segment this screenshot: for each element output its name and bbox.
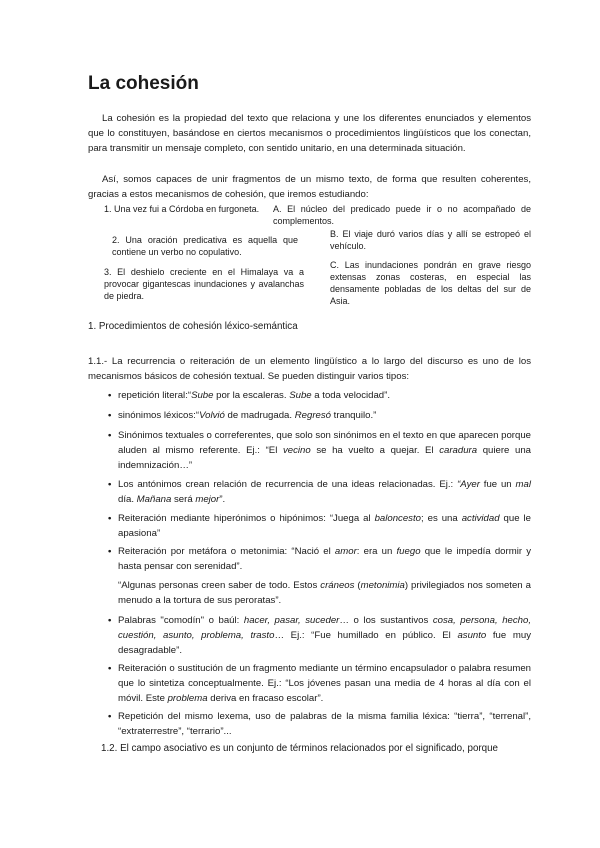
exercise-right-a: A. El núcleo del predicado puede ir o no acompañado de complementos. (273, 204, 531, 226)
list-item: • Palabras "comodín" o baúl: hacer, pasar, suceder… o los sustantivos cosa, persona, hecho, cuestión, asunto, problema, trasto… Ej.: “Fue humillado en público. El asunto fue muy desagradable”. (108, 615, 532, 656)
exercise-left-1: 1. Una vez fui a Córdoba en furgoneta. (104, 204, 260, 214)
list-item: • Repetición del mismo lexema, uso de palabras de la misma familia léxica: “tierra”, “terrenal”, “extraterrestre”, “terrario”... (108, 711, 531, 737)
bullet-icon: • (108, 513, 112, 524)
exercise-right-c: C. Las inundaciones pondrán en grave riesgo extensas zonas costeras, en especial las densamente pobladas de los deltas del sur de Asia. (330, 260, 531, 306)
exercise-left-3: 3. El deshielo creciente en el Himalaya va a provocar gigantescas inundaciones y avalanchas de piedra. (104, 267, 304, 301)
list-item: • Sinónimos textuales o correferentes, que solo son sinónimos en el texto en que aparecen porque aluden al mismo referente. Ej.: “El vecino se ha vuelto a quejar. El caradura quiere una indemnización…” (108, 430, 532, 471)
section-heading-1: 1. Procedimientos de cohesión léxico-semántica (88, 321, 298, 332)
intro-paragraph-1: La cohesión es la propiedad del texto que relaciona y une los diferentes enunciados y elementos que lo constituyen, basándose en ciertos mecanismos o procedimientos lingüísticos que los conectan, para transmitir un mensaje completo, con sentido unitario, en una determinada situación. (88, 113, 531, 154)
bullet-icon: • (108, 390, 112, 401)
list-item: “Algunas personas creen saber de todo. Estos cráneos (metonimia) privilegiados nos someten a menudo a la tortura de sus peroratas”. (118, 580, 531, 606)
bullet-icon: • (108, 479, 112, 490)
bullet-icon: • (108, 410, 112, 421)
list-item: • Reiteración o sustitución de un fragmento mediante un término encapsulador o palabra resumen que lo sintetiza conceptualmente. Ej.: “Los jóvenes pasan una media de 4 horas al día con el móvil. Este problema deriva en fracaso escolar”. (108, 663, 531, 704)
bullet-icon: • (108, 663, 112, 674)
list-item: • Reiteración por metáfora o metonimia: “Nació el amor: era un fuego que le impedía dormir y hasta pensar con serenidad”. (108, 546, 531, 572)
exercise-right-b: B. El viaje duró varios días y allí se estropeó el vehículo. (330, 229, 531, 251)
list-item: • Los antónimos crean relación de recurrencia de una ideas relacionadas. Ej.: “Ayer fue un mal día. Mañana será mejor”. (108, 479, 531, 505)
bullet-icon: • (108, 615, 112, 626)
bullet-icon: • (108, 711, 112, 722)
page-title: La cohesión (88, 73, 199, 94)
bullet-icon: • (108, 546, 112, 557)
exercise-left-2: 2. Una oración predicativa es aquella que contiene un verbo no copulativo. (112, 235, 298, 257)
bullet-icon: • (108, 430, 112, 441)
intro-paragraph-2: Así, somos capaces de unir fragmentos de un mismo texto, de forma que resulten coherentes, gracias a estos mecanismos de cohesión, que iremos estudiando: (88, 174, 531, 200)
subsection-1-1: 1.1.- La recurrencia o reiteración de un elemento lingüístico a lo largo del discurso es uno de los mecanismos básicos de cohesión textual. Se pueden distinguir varios tipos: (88, 356, 531, 382)
list-item: • sinónimos léxicos:“Volvió de madrugada. Regresó tranquilo.” (108, 410, 377, 421)
list-item: • Reiteración mediante hiperónimos o hipónimos: “Juega al baloncesto; es una actividad que le apasiona” (108, 513, 531, 539)
list-item: • repetición literal:“Sube por la escaleras. Sube a toda velocidad”. (108, 390, 391, 401)
subsection-1-2: 1.2. El campo asociativo es un conjunto de términos relacionados por el significado, porque (101, 743, 499, 754)
